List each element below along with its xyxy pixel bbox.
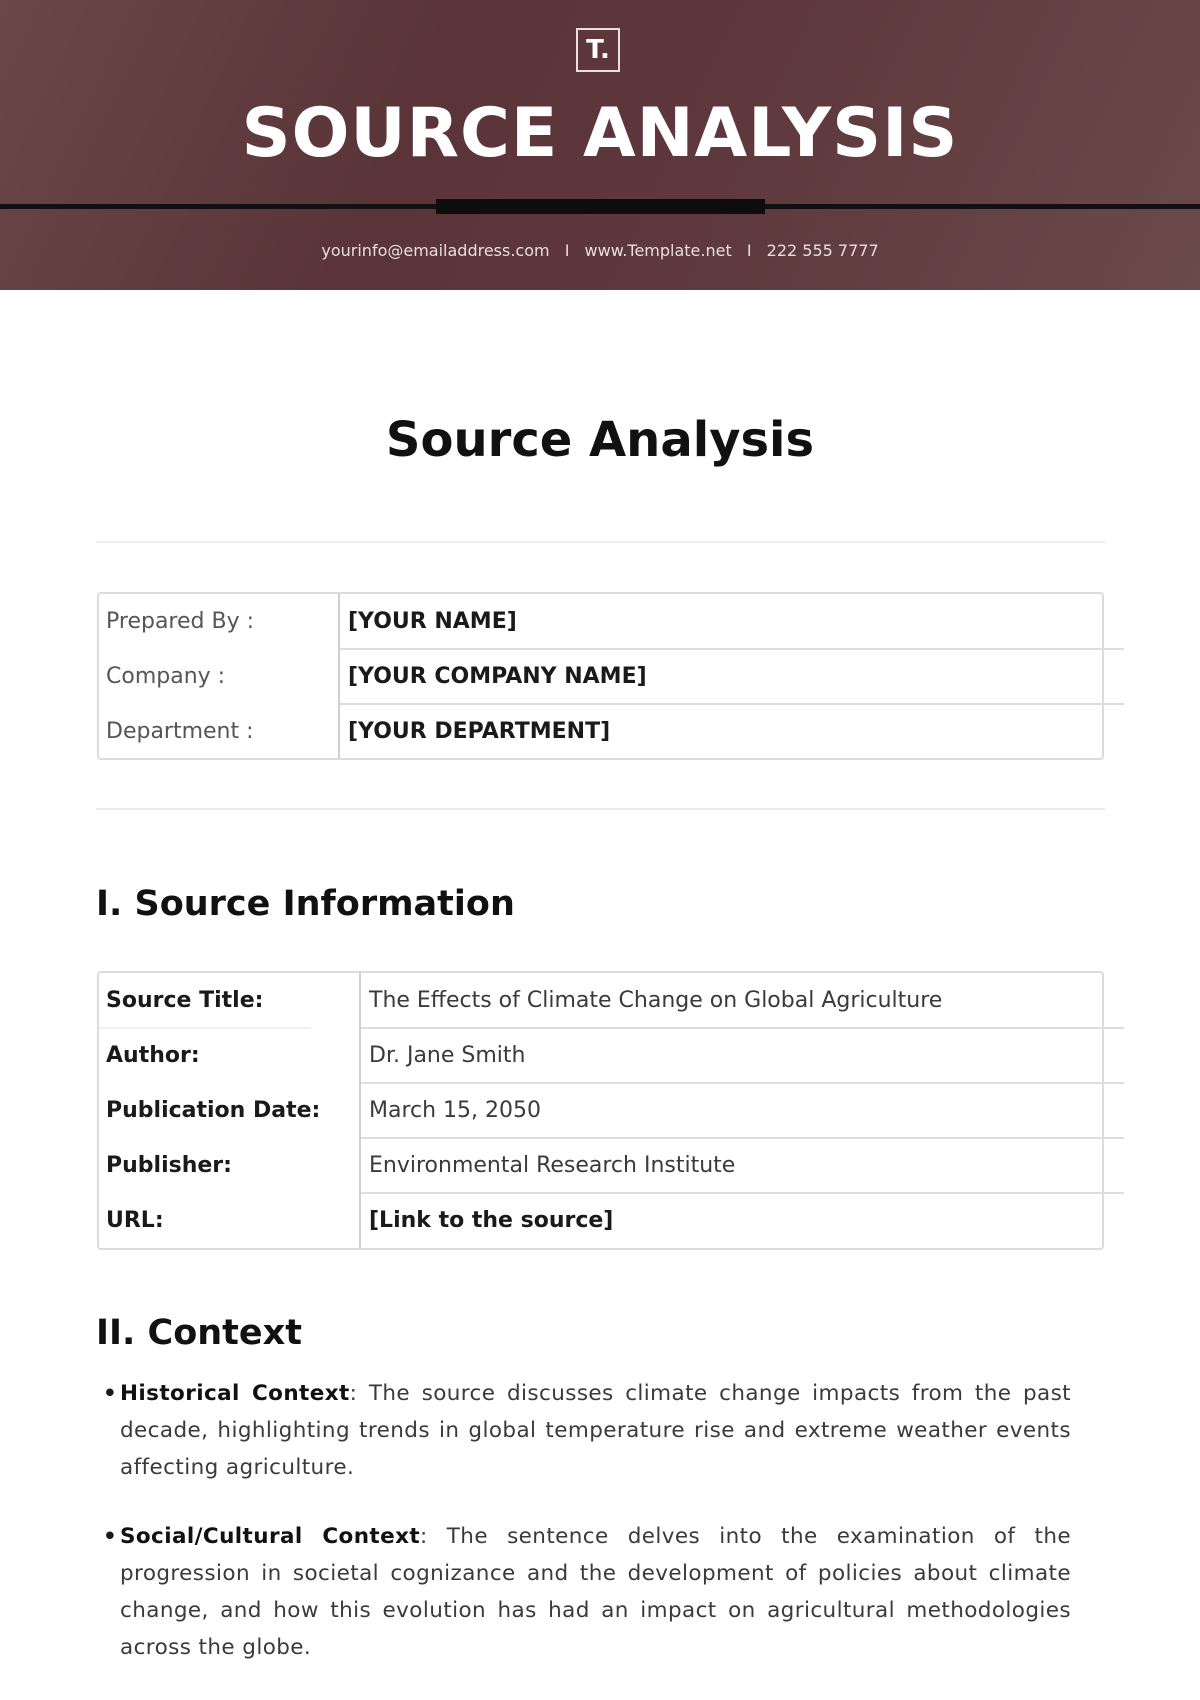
- bullet-icon: •: [103, 1381, 118, 1406]
- author-label: Author:: [106, 1043, 200, 1068]
- prepared-by-value: [YOUR NAME]: [348, 609, 517, 634]
- source-information-table: [97, 971, 1104, 1250]
- section-heading-context: II. Context: [96, 1313, 302, 1353]
- header-banner: [0, 0, 1200, 290]
- contact-separator: I: [746, 241, 752, 260]
- url-value[interactable]: [Link to the source]: [369, 1208, 614, 1233]
- divider: [96, 541, 1105, 543]
- contact-phone: 222 555 7777: [766, 241, 879, 260]
- list-item: [103, 1375, 1071, 1486]
- publisher-label: Publisher:: [106, 1153, 232, 1178]
- list-item-term: Historical Context: [120, 1381, 350, 1406]
- banner-rule-accent: [436, 199, 765, 214]
- list-item-term: Social/Cultural Context: [120, 1524, 421, 1549]
- contact-separator: I: [564, 241, 570, 260]
- list-item-text: [120, 1518, 1071, 1666]
- prepared-by-label: Prepared By :: [106, 609, 254, 634]
- author-value: Dr. Jane Smith: [369, 1043, 526, 1068]
- company-label: Company :: [106, 664, 226, 689]
- table-row: [99, 594, 1102, 649]
- prepared-by-table: [97, 592, 1104, 760]
- department-value: [YOUR DEPARTMENT]: [348, 719, 611, 744]
- publisher-value: Environmental Research Institute: [369, 1153, 736, 1178]
- contact-website[interactable]: www.Template.net: [584, 241, 732, 260]
- contact-email[interactable]: yourinfo@emailaddress.com: [321, 241, 550, 260]
- banner-title: SOURCE ANALYSIS: [241, 94, 959, 173]
- table-row: [99, 704, 1102, 759]
- table-row: [99, 1083, 1102, 1138]
- url-label: URL:: [106, 1208, 164, 1233]
- contact-line: [0, 240, 1200, 262]
- publication-date-label: Publication Date:: [106, 1098, 321, 1123]
- bullet-icon: •: [103, 1524, 118, 1549]
- list-item-body: : The source discusses climate change impacts from the past decade, highlighting trends in global temperature rise and extreme weather events affecting agriculture.: [120, 1381, 1071, 1480]
- list-item-text: [120, 1375, 1071, 1486]
- table-row: [99, 1028, 1102, 1083]
- department-label: Department :: [106, 719, 254, 744]
- page-title: Source Analysis: [385, 412, 815, 468]
- section-heading-source-information: I. Source Information: [96, 884, 515, 924]
- company-value: [YOUR COMPANY NAME]: [348, 664, 647, 689]
- source-title-label: Source Title:: [106, 988, 264, 1013]
- table-row: [99, 1138, 1102, 1193]
- brand-logo: T.: [576, 28, 620, 72]
- divider: [96, 808, 1105, 810]
- source-title-value: The Effects of Climate Change on Global Agriculture: [369, 988, 943, 1013]
- list-item: [103, 1518, 1071, 1666]
- table-row: [99, 973, 1102, 1028]
- publication-date-value: March 15, 2050: [369, 1098, 542, 1123]
- table-row: [99, 649, 1102, 704]
- list-item-body: : The sentence delves into the examination of the progression in societal cognizance and the development of policies about climate change, and how this evolution has had an impact on agricultural methodologies across the globe.: [120, 1524, 1071, 1660]
- table-row: [99, 1193, 1102, 1248]
